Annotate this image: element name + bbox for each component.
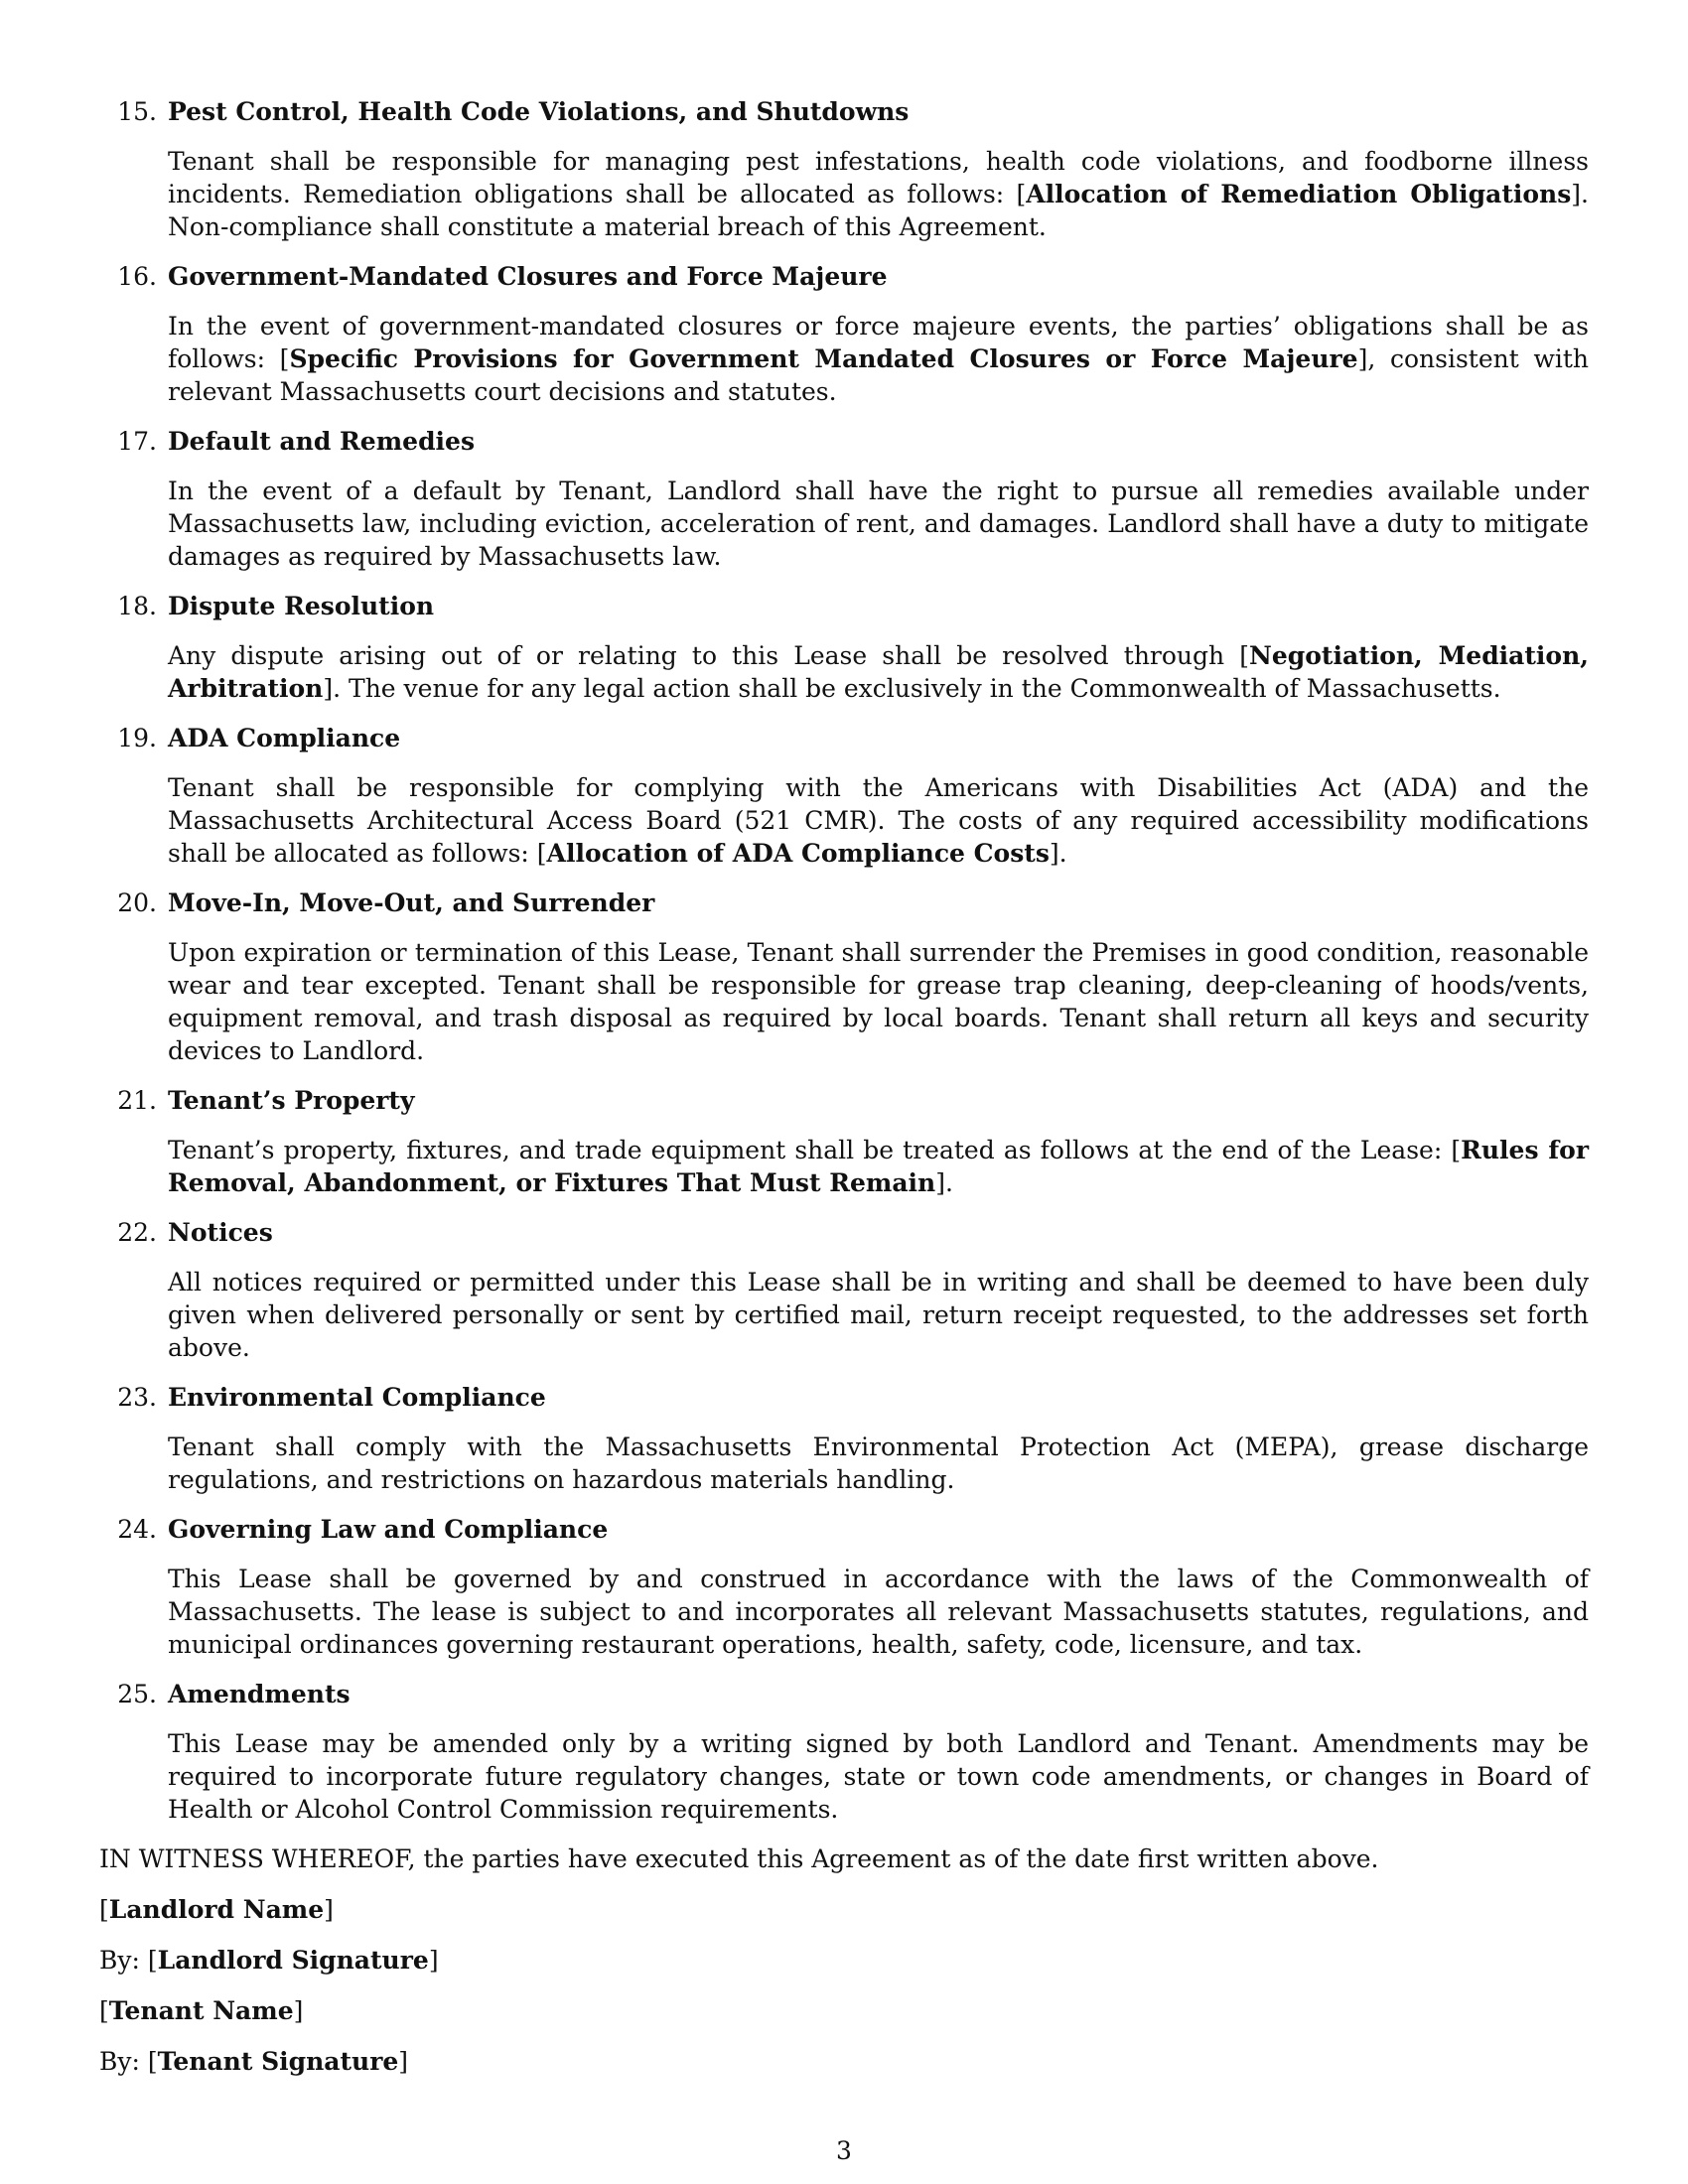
section-paragraph <box>168 310 1589 408</box>
section-paragraph <box>168 475 1589 573</box>
section-heading <box>99 887 1589 919</box>
page-number: 3 <box>836 2136 852 2165</box>
witness-statement: IN WITNESS WHEREOF, the parties have executed this Agreement as of the date first written above. <box>99 1844 1379 1873</box>
section-24 <box>99 1513 1589 1661</box>
section-title: Government-Mandated Closures and Force Majeure <box>168 262 888 291</box>
paragraph-text-end: ]. <box>1049 839 1067 868</box>
tenant-signature: Tenant Signature <box>157 2047 399 2076</box>
section-title: Governing Law and Compliance <box>168 1515 609 1544</box>
tenant-name: Tenant Name <box>108 1996 294 2025</box>
paragraph-text-end: ]. The venue for any legal action shall be exclusively in the Commonwealth of Massachusetts. <box>323 674 1501 703</box>
paragraph-text: Tenant shall comply with the Massachusetts Environmental Protection Act (MEPA), grease discharge regulations, and restrictions on hazardous materials handling. <box>168 1433 1589 1494</box>
landlord-name: Landlord Name <box>108 1895 325 1924</box>
section-title: Default and Remedies <box>168 427 476 456</box>
section-number: 16. <box>117 262 157 291</box>
section-paragraph <box>168 1266 1589 1364</box>
section-paragraph <box>168 1431 1589 1496</box>
section-heading <box>99 1513 1589 1546</box>
section-19 <box>99 722 1589 870</box>
landlord-signature-line: By: [Landlord Signature] <box>99 1946 439 1975</box>
placeholder-text: Allocation of ADA Compliance Costs <box>546 839 1050 868</box>
section-number: 24. <box>117 1515 157 1544</box>
paragraph-text: This Lease may be amended only by a writing signed by both Landlord and Tenant. Amendments may be required to incorporate future regulatory changes, state or town code amendments, or changes in Board of Health or Alcohol Control Commission requirements. <box>168 1729 1589 1824</box>
section-heading <box>99 260 1589 293</box>
section-paragraph <box>168 1134 1589 1199</box>
section-number: 18. <box>117 592 157 620</box>
section-number: 21. <box>117 1086 157 1115</box>
section-title: Notices <box>168 1218 273 1247</box>
section-paragraph <box>168 936 1589 1067</box>
section-title: Dispute Resolution <box>168 592 435 620</box>
section-paragraph <box>168 1563 1589 1661</box>
section-number: 15. <box>117 97 157 126</box>
section-number: 17. <box>117 427 157 456</box>
section-number: 22. <box>117 1218 157 1247</box>
paragraph-text: In the event of government-mandated closures or force majeure events, the parties’ obligations shall be as follows: [ <box>168 312 1589 373</box>
placeholder-text: Specific Provisions for Government Mandated Closures or Force Majeure <box>289 344 1358 373</box>
section-heading <box>99 590 1589 622</box>
section-heading <box>99 722 1589 754</box>
paragraph-text: Tenant’s property, fixtures, and trade equipment shall be treated as follows at the end of the Lease: [ <box>168 1136 1462 1164</box>
section-15 <box>99 95 1589 243</box>
paragraph-text-end: ], consistent with relevant Massachusetts court decisions and statutes. <box>168 344 1589 406</box>
section-20 <box>99 887 1589 1067</box>
paragraph-text: All notices required or permitted under this Lease shall be in writing and shall be deemed to have been duly given when delivered personally or sent by certified mail, return receipt requested, to the addresses set forth above. <box>168 1268 1589 1362</box>
section-number: 19. <box>117 724 157 752</box>
section-title: Move-In, Move-Out, and Surrender <box>168 888 655 917</box>
paragraph-text: In the event of a default by Tenant, Landlord shall have the right to pursue all remedies available under Massachusetts law, including eviction, acceleration of rent, and damages. Landlord shall have a duty to mitigate damages as required by Massachusetts law. <box>168 477 1589 571</box>
section-number: 25. <box>117 1680 157 1708</box>
tenant-signature-line: By: [Tenant Signature] <box>99 2047 409 2076</box>
section-heading <box>99 1216 1589 1249</box>
section-title: Amendments <box>168 1680 351 1708</box>
section-title: Environmental Compliance <box>168 1383 546 1412</box>
section-paragraph <box>168 1727 1589 1826</box>
section-17 <box>99 425 1589 573</box>
section-23 <box>99 1381 1589 1496</box>
paragraph-text: Any dispute arising out of or relating to this Lease shall be resolved through [ <box>168 641 1249 670</box>
paragraph-text: Upon expiration or termination of this Lease, Tenant shall surrender the Premises in good condition, reasonable wear and tear excepted. Tenant shall be responsible for grease trap cleaning, deep-cleaning of hoods/vents, equipment removal, and trash disposal as required by local boards. Tenant shall return all keys and security devices to Landlord. <box>168 938 1589 1065</box>
paragraph-text: Tenant shall be responsible for complying with the Americans with Disabilities Act (ADA) and the Massachusetts Architectural Access Board (521 CMR). The costs of any required accessibility modifications shall be allocated as follows: [ <box>168 773 1589 868</box>
section-title: Tenant’s Property <box>168 1086 415 1115</box>
section-16 <box>99 260 1589 408</box>
paragraph-text-end: ]. Non-compliance shall constitute a material breach of this Agreement. <box>168 180 1589 241</box>
section-heading <box>99 95 1589 128</box>
section-title: Pest Control, Health Code Violations, and Shutdowns <box>168 97 910 126</box>
paragraph-text: This Lease shall be governed by and construed in accordance with the laws of the Commonwealth of Massachusetts. The lease is subject to and incorporates all relevant Massachusetts statutes, regulations, and municipal ordinances governing restaurant operations, health, safety, code, licensure, and tax. <box>168 1565 1589 1659</box>
section-number: 20. <box>117 888 157 917</box>
section-21 <box>99 1084 1589 1199</box>
by-label: By: <box>99 1946 148 1975</box>
placeholder-text: Negotiation, Mediation, Arbitration <box>168 641 1589 703</box>
section-heading <box>99 1381 1589 1414</box>
section-25 <box>99 1678 1589 1826</box>
section-heading <box>99 425 1589 458</box>
placeholder-text: Rules for Removal, Abandonment, or Fixtures That Must Remain <box>168 1136 1590 1197</box>
landlord-signature: Landlord Signature <box>157 1946 429 1975</box>
paragraph-text-end: ]. <box>935 1168 953 1197</box>
section-title: ADA Compliance <box>168 724 401 752</box>
placeholder-text: Allocation of Remediation Obligations <box>1026 180 1572 208</box>
landlord-name-line: [Landlord Name] <box>99 1895 334 1924</box>
section-heading <box>99 1678 1589 1710</box>
document-body <box>99 95 1589 2096</box>
section-paragraph <box>168 771 1589 870</box>
by-label: By: <box>99 2047 148 2076</box>
section-heading <box>99 1084 1589 1117</box>
paragraph-text: Tenant shall be responsible for managing pest infestations, health code violations, and foodborne illness incidents. Remediation obligations shall be allocated as follows: [ <box>168 147 1589 208</box>
section-number: 23. <box>117 1383 157 1412</box>
section-paragraph <box>168 639 1589 705</box>
section-paragraph <box>168 145 1589 243</box>
section-18 <box>99 590 1589 705</box>
tenant-name-line: [Tenant Name] <box>99 1996 304 2025</box>
section-22 <box>99 1216 1589 1364</box>
